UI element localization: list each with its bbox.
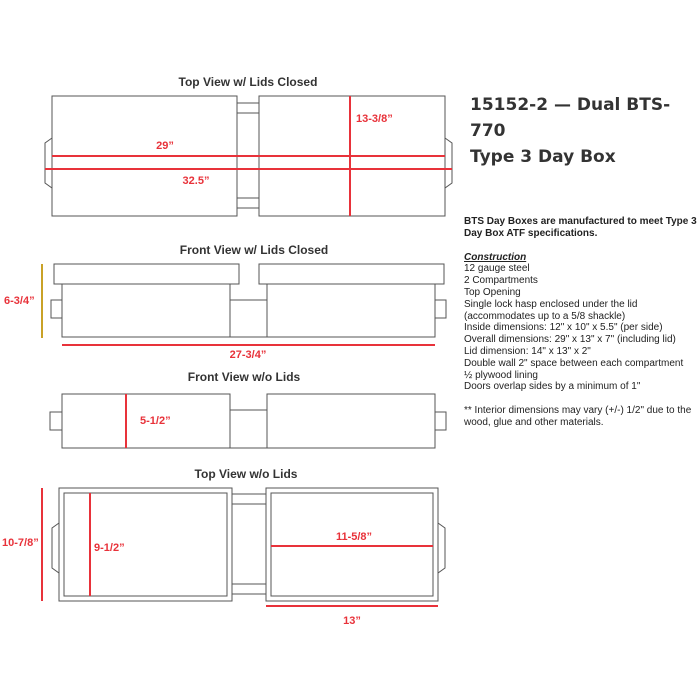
- front-view-closed-title: Front View w/ Lids Closed: [179, 243, 329, 257]
- product-title-line2: Type 3 Day Box: [470, 147, 616, 167]
- front-view-open-title: Front View w/o Lids: [187, 370, 301, 384]
- dim-height-6-3-4: 6-3/4”: [4, 295, 35, 307]
- product-title-line1: 15152-2 — Dual BTS-770: [470, 95, 671, 141]
- spec-item: Single lock hasp enclosed under the lid: [464, 298, 638, 310]
- spec-item: Top Opening: [464, 286, 521, 298]
- dim-overall-32-5: 32.5”: [182, 175, 210, 187]
- dim-outer-depth-10-7-8: 10-7/8”: [2, 537, 39, 549]
- spec-item: (accommodates up to a 5/8 shackle): [464, 310, 626, 322]
- spec-item: 2 Compartments: [464, 275, 538, 287]
- spec-panel: [464, 216, 700, 429]
- dim-length-29: 29”: [156, 140, 174, 152]
- front-view-open-drawing: [50, 394, 446, 448]
- dim-depth-13-3-8: 13-3/8”: [356, 113, 393, 125]
- dim-inner-width-11-5-8: 11-5/8”: [335, 531, 373, 543]
- top-view-closed-title: Top View w/ Lids Closed: [178, 75, 318, 89]
- product-title: [470, 92, 695, 170]
- dim-length-27-3-4: 27-3/4”: [229, 349, 267, 361]
- spec-item: 12 gauge steel: [464, 263, 530, 275]
- spec-note: ** Interior dimensions may vary (+/-) 1/2" due to the wood, glue and other materials.: [464, 405, 692, 428]
- spec-heading: Construction: [464, 251, 527, 263]
- dim-height-5-1-2: 5-1/2”: [140, 415, 171, 427]
- spec-item: Inside dimensions: 12" x 10" x 5.5" (per side): [464, 322, 663, 334]
- dim-inner-depth-9-1-2: 9-1/2”: [94, 542, 125, 554]
- dim-outer-width-13: 13”: [343, 615, 361, 627]
- spec-item: Lid dimension: 14" x 13" x 2": [464, 345, 591, 357]
- front-view-closed-drawing: [42, 264, 446, 345]
- spec-item: Double wall 2" space between each compartment: [464, 357, 684, 369]
- spec-item: Doors overlap sides by a minimum of 1": [464, 381, 641, 393]
- top-view-open-title: Top View w/o Lids: [194, 467, 298, 481]
- spec-item: Overall dimensions: 29" x 13" x 7" (including lid): [464, 334, 676, 346]
- spec-item: ½ plywood lining: [464, 369, 538, 381]
- spec-intro: BTS Day Boxes are manufactured to meet Type 3 Day Box ATF specifications.: [464, 216, 697, 239]
